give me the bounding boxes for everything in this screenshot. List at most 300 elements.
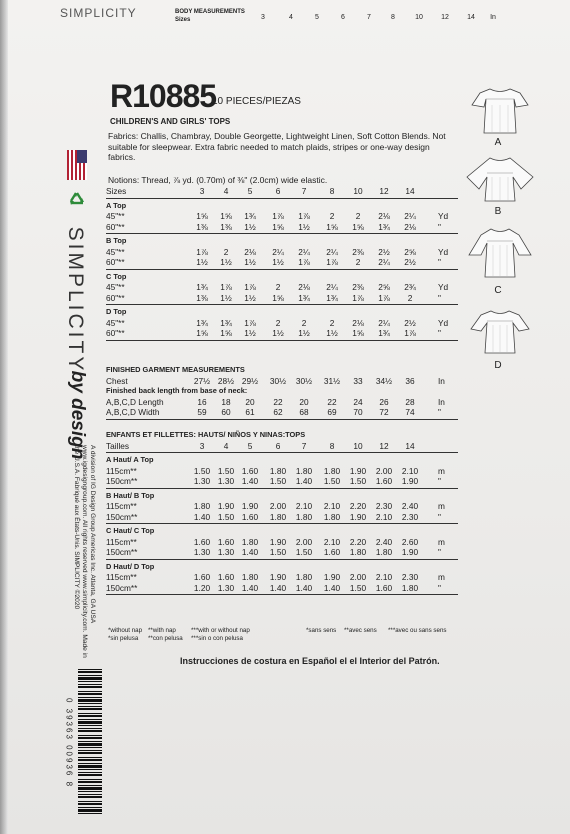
- metric-row-unit: ": [438, 476, 441, 486]
- yardage-row-cell: 1½: [220, 257, 232, 267]
- yardage-row-cell: 1⅞: [326, 257, 338, 267]
- yardage-row-cell: 2⅛: [378, 211, 390, 221]
- barcode-bar: [78, 763, 102, 764]
- barcode-bar: [78, 809, 102, 812]
- metric-sizes-row-size: 4: [223, 440, 229, 451]
- metric-row-cell: 2.60: [401, 536, 419, 547]
- metric-row-cell: 1.60: [193, 572, 211, 582]
- fn-avec-ou-sans: ***avec ou sans sens: [388, 627, 447, 634]
- metric-row-cell: 1.80: [323, 465, 341, 476]
- barcode-bar: [78, 741, 102, 742]
- metric-row-cell: 1.80: [295, 511, 313, 522]
- chest-row-cell: 33: [353, 375, 363, 386]
- metric-row-cell: 1.60: [241, 511, 259, 522]
- fn-avec-sens: **avec sens: [344, 627, 377, 634]
- yardage-row-cell: 2¼: [326, 282, 338, 292]
- yardage-row-cell: 1½: [298, 221, 310, 232]
- chest-row-cell: 31½: [323, 375, 341, 386]
- yardage-row-cell: 2⅝: [404, 246, 416, 257]
- metric-row-cell: 1.80: [241, 536, 259, 547]
- barcode-bar: [78, 779, 102, 780]
- top-size-unit: In: [490, 14, 496, 21]
- yardage-sizes-row-size: 12: [379, 186, 389, 196]
- metric-row-cell: 1.90: [217, 501, 235, 511]
- yardage-row: [106, 222, 458, 233]
- yardage-row-cell: 1⅞: [220, 282, 232, 292]
- rule-line: [106, 419, 458, 420]
- yardage-row-cell: 1¾: [220, 317, 232, 328]
- view-d-top-icon: [469, 307, 531, 357]
- barcode-bar: [78, 675, 102, 676]
- chest-row-cell: 30½: [295, 375, 313, 386]
- yardage-row: [106, 282, 458, 293]
- metric-row-cell: 1.50: [217, 465, 235, 476]
- metric-row: [106, 537, 458, 548]
- yardage-row-cell: 2½: [378, 246, 390, 257]
- length-row-cell: 24: [353, 396, 363, 407]
- metric-row-unit: ": [438, 511, 441, 522]
- rule-line: [106, 488, 458, 489]
- metric-row-unit: ": [438, 582, 441, 593]
- barcode-bar: [78, 787, 102, 790]
- rule-line: [106, 594, 458, 595]
- barcode-bar: [78, 796, 102, 798]
- yardage-row-cell: 1⅝: [352, 221, 364, 232]
- metric-row: [106, 583, 458, 594]
- metric-row-cell: 1.80: [295, 465, 313, 476]
- metric-row-cell: 2.20: [349, 501, 367, 511]
- yardage-row-cell: 1⅞: [244, 317, 256, 328]
- yardage-row-cell: 1½: [244, 328, 256, 338]
- metric-row-cell: 2.40: [401, 501, 419, 511]
- yardage-row-cell: 1⅞: [244, 282, 256, 292]
- yardage-row-cell: 1½: [298, 328, 310, 338]
- yardage-row-cell: 2¼: [326, 246, 338, 257]
- metric-row-cell: 1.80: [349, 547, 367, 557]
- metric-row-cell: 1.80: [269, 511, 287, 522]
- yardage-row-cell: 2¼: [378, 317, 390, 328]
- metric-row-cell: 1.50: [349, 476, 367, 486]
- width-row-unit: ": [438, 407, 441, 417]
- yardage-row-cell: 1¾: [196, 317, 208, 328]
- yardage-row-cell: 1⅞: [404, 328, 416, 338]
- barcode-bar: [78, 757, 102, 758]
- yardage-row-cell: 2½: [404, 257, 416, 267]
- yardage-row-label: 45"**: [106, 282, 125, 292]
- metric-row-cell: 1.90: [269, 572, 287, 582]
- length-row-cell: 22: [327, 396, 337, 407]
- width-row-cell: 59: [197, 407, 207, 417]
- metric-row-cell: 2.10: [323, 501, 341, 511]
- barcode-bar: [78, 791, 102, 792]
- yardage-row-cell: 1¾: [378, 328, 390, 338]
- yardage-row-cell: 1⅝: [272, 221, 284, 232]
- length-row-cell: 16: [197, 396, 207, 407]
- metric-row-cell: 1.40: [241, 582, 259, 593]
- length-row-cell: 20: [245, 396, 255, 407]
- metric-row: [106, 501, 458, 512]
- chest-row-cell: 34½: [375, 375, 393, 386]
- fn-with-nap: **with nap: [148, 627, 176, 634]
- length-row-cell: 18: [221, 396, 231, 407]
- metric-row-label: 115cm**: [106, 536, 137, 547]
- yardage-group-title: D Top: [106, 307, 127, 316]
- barcode-bar: [78, 669, 102, 670]
- yardage-row-cell: 2: [223, 246, 229, 257]
- metric-row-cell: 2.00: [349, 572, 367, 582]
- metric-row-cell: 1.80: [193, 501, 211, 511]
- metric-sizes-row-label: Tailles: [106, 440, 130, 451]
- yardage-sizes-row-size: 5: [247, 186, 253, 196]
- metric-row-cell: 1.50: [269, 547, 287, 557]
- view-a-top-icon: [470, 85, 530, 137]
- yardage-row-cell: 1¾: [298, 292, 310, 303]
- yardage-row-cell: 1½: [326, 328, 338, 338]
- top-size-cell: 14: [467, 14, 475, 21]
- barcode-bar: [78, 730, 102, 732]
- metric-row-cell: 2.30: [401, 511, 419, 522]
- metric-row-cell: 2.10: [375, 572, 393, 582]
- metric-row-cell: 1.30: [217, 547, 235, 557]
- metric-row-cell: 1.40: [241, 476, 259, 486]
- yardage-row-cell: 1⅝: [272, 292, 284, 303]
- view-b-label: B: [494, 206, 502, 217]
- metric-row: [106, 547, 458, 558]
- chest-row-cell: 29½: [241, 375, 259, 386]
- metric-row-cell: 1.90: [349, 511, 367, 522]
- us-flag-icon: [67, 150, 87, 180]
- width-row-cell: 72: [379, 407, 389, 417]
- yardage-row-cell: 1⅝: [220, 211, 232, 221]
- yardage-row-cell: 1⅞: [298, 257, 310, 267]
- barcode-bar: [78, 725, 102, 726]
- yardage-row: [106, 318, 458, 329]
- yardage-sizes-row-size: 14: [405, 186, 415, 196]
- barcode-bar: [78, 807, 102, 808]
- yardage-row-cell: 1¾: [196, 282, 208, 292]
- metric-row-cell: 1.30: [217, 476, 235, 486]
- by-design-logo: by design: [67, 370, 88, 460]
- length-row-cell: 20: [299, 396, 309, 407]
- metric-row-label: 115cm**: [106, 501, 137, 511]
- yardage-row-label: 60"**: [106, 292, 125, 303]
- barcode-bar: [78, 681, 102, 682]
- yardage-group-title: A Top: [106, 200, 127, 210]
- metric-row-cell: 1.50: [269, 476, 287, 486]
- metric-row-cell: 1.90: [269, 536, 287, 547]
- company-address: A division of IG Design Group Americas Inc. Atlanta, GA USA www.igdesigngroup.com. All rights reserved www.simplicity.com. Made in the U.S.A. Fabriqué aux États-Unis. SIMPLICITY ©2020: [73, 445, 96, 658]
- barcode-bar: [78, 699, 102, 702]
- barcode-bar: [78, 750, 102, 751]
- metric-row-cell: 1.50: [323, 476, 341, 486]
- metric-row-cell: 1.30: [193, 547, 211, 557]
- yardage-row-cell: 1⅞: [272, 211, 284, 221]
- yardage-row-cell: 2: [275, 282, 281, 292]
- notions-text: Notions: Thread, ⅞ yd. (0.70m) of ⅜" (2.0cm) wide elastic.: [108, 175, 328, 185]
- metric-row-cell: 2.10: [323, 536, 341, 547]
- yardage-row-cell: 2⅛: [298, 282, 310, 292]
- metric-sizes-row-size: 5: [247, 440, 253, 451]
- metric-row-cell: 1.80: [375, 547, 393, 557]
- width-row: [106, 407, 458, 418]
- yardage-row-cell: 1⅞: [298, 211, 310, 221]
- metric-row-label: 115cm**: [106, 465, 137, 476]
- fn-without-nap: *without nap: [108, 627, 143, 634]
- yardage-row-cell: 1⅜: [196, 221, 208, 232]
- yardage-row-unit: ": [438, 221, 441, 232]
- yardage-sizes-row-size: 3: [199, 186, 205, 196]
- yardage-row-cell: 2⅝: [378, 282, 390, 292]
- length-row-label: A,B,C,D Length: [106, 396, 164, 407]
- top-size-cell: 10: [415, 14, 423, 21]
- metric-row-unit: m: [438, 465, 445, 476]
- yardage-row-cell: 2¼: [378, 257, 390, 267]
- metric-row-cell: 2.40: [375, 536, 393, 547]
- yardage-row-cell: 2: [407, 292, 413, 303]
- fn-with-or-without: ***with or without nap: [191, 627, 250, 634]
- barcode-bar: [78, 703, 102, 704]
- barcode-bar: [78, 697, 102, 698]
- yardage-row-cell: 1⅜: [196, 292, 208, 303]
- metric-row-cell: 1.60: [375, 476, 393, 486]
- yardage-row-cell: 1⅝: [326, 221, 338, 232]
- yardage-row-unit: Yd: [438, 246, 449, 257]
- yardage-row-cell: 2¼: [298, 246, 310, 257]
- metric-row-cell: 2.00: [269, 501, 287, 511]
- barcode-digits: 0 39363 00936 8: [64, 697, 74, 788]
- body-measurements-label: [175, 8, 245, 24]
- yardage-row-unit: Yd: [438, 317, 449, 328]
- metric-row-cell: 1.60: [217, 536, 235, 547]
- metric-row-cell: 1.80: [323, 511, 341, 522]
- yardage-row-cell: 2¾: [404, 282, 416, 292]
- metric-row-cell: 1.40: [269, 582, 287, 593]
- chest-row-cell: 36: [405, 375, 415, 386]
- metric-row-cell: 2.30: [375, 501, 393, 511]
- metric-row-cell: 1.50: [295, 547, 313, 557]
- yardage-group-title: B Top: [106, 236, 127, 245]
- yardage-row-cell: 2⅛: [352, 317, 364, 328]
- yardage-row-label: 60"**: [106, 221, 125, 232]
- barcode-bar: [78, 759, 102, 761]
- barcode-bar: [78, 794, 102, 795]
- yardage-sizes-row-size: 4: [223, 186, 229, 196]
- barcode-bar: [78, 737, 102, 739]
- yardage-row-unit: Yd: [438, 211, 449, 221]
- width-row-label: A,B,C,D Width: [106, 407, 160, 417]
- barcode-bar: [78, 715, 102, 717]
- metric-title: ENFANTS ET FILLETTES: HAUTS/ NIÑOS Y NINAS:TOPS: [106, 430, 306, 439]
- width-row-cell: 62: [273, 407, 283, 417]
- barcode-bar: [78, 772, 102, 773]
- top-size-cell: 4: [289, 14, 293, 21]
- yardage-row: [106, 293, 458, 304]
- barcode-bar: [78, 752, 102, 754]
- length-row-cell: 22: [273, 396, 283, 407]
- pattern-title: CHILDREN'S AND GIRLS' TOPS: [110, 117, 231, 126]
- back-length-label: Finished back length from base of neck:: [106, 386, 248, 395]
- yardage-row-cell: 1½: [244, 221, 256, 232]
- metric-row-unit: m: [438, 572, 445, 582]
- metric-row-cell: 1.80: [269, 465, 287, 476]
- metric-row-cell: 1.80: [241, 572, 259, 582]
- yardage-row-cell: 2: [329, 317, 335, 328]
- width-row-cell: 74: [405, 407, 415, 417]
- chest-row-cell: 28½: [217, 375, 235, 386]
- metric-row-cell: 1.60: [241, 465, 259, 476]
- metric-row-cell: 1.90: [401, 547, 419, 557]
- rule-line: [106, 269, 458, 270]
- metric-row-cell: 1.40: [193, 511, 211, 522]
- yardage-row-label: 45"**: [106, 211, 125, 221]
- yardage-row-cell: 1¾: [244, 211, 256, 221]
- recycle-icon: [66, 190, 88, 212]
- barcode-bar: [78, 721, 102, 724]
- yardage-row-label: 60"**: [106, 328, 125, 338]
- yardage-sizes-row-size: 7: [301, 186, 307, 196]
- metric-row-cell: 2.30: [401, 572, 419, 582]
- metric-sizes-row-size: 10: [353, 440, 363, 451]
- chest-row-label: Chest: [106, 375, 128, 386]
- metric-row-label: 150cm**: [106, 511, 138, 522]
- yardage-row-unit: ": [438, 328, 441, 338]
- page-edge-shadow: [0, 0, 8, 834]
- metric-row-cell: 1.90: [323, 572, 341, 582]
- top-size-cell: 6: [341, 14, 345, 21]
- metric-group-title: D Haut/ D Top: [106, 561, 155, 571]
- yardage-row-cell: 1½: [244, 292, 256, 303]
- yardage-row-cell: 1½: [244, 257, 256, 267]
- metric-row-cell: 1.90: [401, 476, 419, 486]
- barcode-bar: [78, 671, 102, 673]
- yardage-sizes-row-label: Sizes: [106, 186, 127, 196]
- yardage-row-cell: 2: [275, 317, 281, 328]
- metric-row-label: 150cm**: [106, 582, 138, 593]
- metric-row-cell: 1.50: [193, 465, 211, 476]
- yardage-row-unit: ": [438, 257, 441, 267]
- yardage-row-cell: 2: [301, 317, 307, 328]
- rule-line: [106, 198, 458, 199]
- top-size-cell: 8: [391, 14, 395, 21]
- metric-row-label: 150cm**: [106, 476, 138, 486]
- view-c-top-icon: [467, 225, 533, 283]
- width-row-cell: 69: [327, 407, 337, 417]
- metric-row-cell: 1.40: [295, 476, 313, 486]
- metric-row: [106, 466, 458, 477]
- yardage-row-cell: 1½: [272, 257, 284, 267]
- metric-row-cell: 1.60: [193, 536, 211, 547]
- yardage-row-cell: 2¼: [404, 211, 416, 221]
- barcode-bar: [78, 691, 102, 692]
- vertical-brand: SIMPLICITY: [64, 226, 87, 374]
- rule-line: [106, 233, 458, 234]
- barcode-bar: [78, 774, 102, 776]
- metric-row: [106, 476, 458, 487]
- metric-row-cell: 1.80: [401, 582, 419, 593]
- yardage-sizes-row-size: 8: [329, 186, 335, 196]
- top-sizes-label: Sizes: [175, 17, 191, 23]
- yardage-row-cell: 1⅝: [196, 328, 208, 338]
- metric-row-cell: 1.60: [217, 572, 235, 582]
- metric-row-cell: 1.30: [193, 476, 211, 486]
- yardage-row-cell: 1¾: [378, 221, 390, 232]
- barcode-bar: [78, 713, 102, 714]
- spanish-instructions-note: Instrucciones de costura en Español el el Interior del Patrón.: [180, 656, 440, 666]
- barcode-bar: [78, 801, 102, 802]
- metric-row-cell: 2.10: [401, 465, 419, 476]
- metric-row-cell: 1.60: [323, 547, 341, 557]
- barcode-bar: [78, 743, 102, 746]
- metric-sizes-row-size: 8: [329, 440, 335, 451]
- yardage-row-cell: 2½: [404, 317, 416, 328]
- barcode-bar: [78, 813, 102, 814]
- pattern-number: R10885: [110, 78, 217, 114]
- metric-row-unit: m: [438, 536, 445, 547]
- rule-line: [106, 304, 458, 305]
- yardage-row-cell: 2⅜: [352, 282, 364, 292]
- metric-row-cell: 1.90: [349, 465, 367, 476]
- metric-row-label: 115cm**: [106, 572, 137, 582]
- metric-row-cell: 2.00: [375, 465, 393, 476]
- barcode-bar: [78, 735, 102, 736]
- pieces-count: 10 PIECES/PIEZAS: [212, 96, 301, 107]
- metric-sizes-row: [106, 441, 458, 452]
- fn-sans-sens: *sans sens: [306, 627, 337, 634]
- metric-sizes-row-size: 3: [199, 440, 205, 451]
- length-row-cell: 28: [405, 396, 415, 407]
- chest-row-cell: 27½: [193, 375, 211, 386]
- view-d-label: D: [494, 360, 502, 371]
- yardage-row-cell: 2: [355, 211, 361, 221]
- top-header: [60, 0, 565, 24]
- rule-line: [106, 559, 458, 560]
- chest-row: [106, 376, 458, 387]
- body-measurements-text: BODY MEASUREMENTS: [175, 9, 245, 15]
- view-b-top-icon: [465, 155, 535, 205]
- barcode-bar: [78, 747, 102, 748]
- yardage-row-cell: 1½: [272, 328, 284, 338]
- yardage-row-unit: Yd: [438, 282, 449, 292]
- barcode-bar: [78, 728, 102, 729]
- yardage-sizes-row-size: 6: [275, 186, 281, 196]
- yardage-sizes-row-size: 10: [353, 186, 363, 196]
- yardage-row-cell: 2⅛: [244, 246, 256, 257]
- finished-measurements-table: [106, 365, 458, 422]
- metric-row-cell: 2.20: [349, 536, 367, 547]
- top-size-cell: 12: [441, 14, 449, 21]
- metric-sizes-row-size: 14: [405, 440, 415, 451]
- fn-sin-o-con: ***sin o con pelusa: [191, 635, 243, 642]
- metric-row-cell: 1.50: [349, 582, 367, 593]
- metric-table: [106, 430, 458, 597]
- metric-row-unit: m: [438, 501, 445, 511]
- fn-con-pelusa: **con pelusa: [148, 635, 183, 642]
- length-row-unit: In: [438, 396, 445, 407]
- width-row-cell: 68: [299, 407, 309, 417]
- barcode-bar: [78, 803, 102, 805]
- barcode-bar: [78, 719, 102, 720]
- rule-line: [106, 452, 458, 453]
- metric-row-label: 150cm**: [106, 547, 138, 557]
- barcode-bar: [78, 693, 102, 695]
- yardage-row-cell: 1⅞: [352, 292, 364, 303]
- metric-row-cell: 1.30: [217, 582, 235, 593]
- barcode-bar: [78, 769, 102, 770]
- barcode-bar: [78, 708, 102, 710]
- yardage-row-cell: 1⅝: [196, 211, 208, 221]
- metric-row-unit: ": [438, 547, 441, 557]
- width-row-cell: 61: [245, 407, 255, 417]
